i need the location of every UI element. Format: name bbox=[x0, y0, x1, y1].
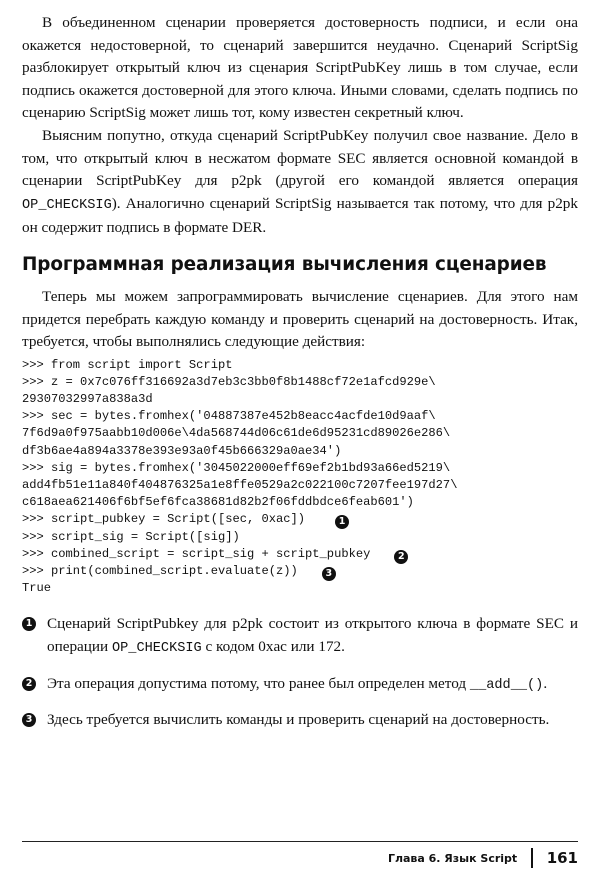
code-line-with-marker bbox=[22, 563, 578, 580]
callout-note bbox=[22, 673, 578, 698]
paragraph-signature-check: В объединенном сценарии проверяется достоверность подписи, и если она окажется недостоверной, то сценарий завершится неудачно. Сценарий ScriptSig разблокирует открытый ключ из сценария ScriptPubKey лишь в том случае, если подпись окажется достоверной для этого ключа. Иными словами, сделать подпись по сценарию ScriptSig может лишь тот, кому известен секретный ключ. bbox=[22, 14, 578, 122]
code-line: 29307032997a838a3d bbox=[22, 392, 153, 407]
note-text-part: Эта операция допустима потому, что ранее был определен метод bbox=[47, 674, 470, 692]
section-heading: Программная реализация вычисления сценариев bbox=[22, 253, 547, 275]
code-text: >>> print(combined_script.evaluate(z)) bbox=[22, 563, 298, 578]
footer-separator bbox=[531, 848, 533, 868]
page-number: 161 bbox=[546, 849, 578, 867]
footer-divider bbox=[22, 841, 578, 842]
note-text-part: Сценарий ScriptPubkey для p2pk состоит из открытого ключа в формате SEC и операции bbox=[47, 615, 578, 655]
callout-note bbox=[22, 613, 578, 660]
note-marker-3: 3 bbox=[22, 713, 36, 727]
note-text bbox=[47, 613, 578, 660]
note-text bbox=[47, 673, 578, 698]
code-line: >>> sec = bytes.fromhex('04887387e452b8eacc4acfde10d9aaf\ bbox=[22, 409, 436, 424]
inline-code: OP_CHECKSIG bbox=[22, 197, 112, 213]
code-text: >>> script_pubkey = Script([sec, 0xac]) bbox=[22, 512, 306, 527]
inline-code: __add__() bbox=[469, 677, 544, 693]
code-text: >>> combined_script = script_sig + script_pubkey bbox=[22, 546, 371, 561]
paragraph-intro: Теперь мы можем запрограммировать вычисление сценариев. Для этого нам придется перебрать каждую команду и проверить сценарий на достоверность. Итак, требуется, чтобы выполнялись следующие действия: bbox=[22, 287, 578, 351]
inline-code: OP_CHECKSIG bbox=[111, 640, 202, 656]
note-text-part: . bbox=[543, 674, 548, 692]
code-line: 7f6d9a0f975aabb10d006e\4da568744d06c61de6d95231cd89026e286\ bbox=[22, 426, 451, 441]
code-line: c618aea621406f6bf5ef6fca38681d82b2f06fddbdce6feab601') bbox=[22, 495, 414, 510]
callout-marker-3: 3 bbox=[322, 567, 336, 581]
chapter-title: Глава 6. Язык Script bbox=[387, 851, 518, 865]
code-line: add4fb51e11a840f404876325a1e8ffe0529a2c022100c7207fee197d27\ bbox=[22, 478, 458, 493]
paragraph-scriptpubkey-name bbox=[22, 125, 578, 240]
paragraph-text: ). Аналогично сценарий ScriptSig называется так потому, что для p2pk он содержит подпись в формате DER. bbox=[22, 194, 578, 237]
code-line: >>> from script import Script bbox=[22, 357, 233, 372]
code-line: >>> script_sig = Script([sig]) bbox=[22, 529, 240, 544]
code-line: >>> sig = bytes.fromhex('3045022000eff69ef2b1bd93a66ed5219\ bbox=[22, 460, 451, 475]
callout-notes bbox=[22, 613, 578, 733]
callout-marker-1: 1 bbox=[335, 515, 349, 529]
code-line: >>> z = 0x7c076ff316692a3d7eb3c3bb0f8b1488cf72e1afcd929e\ bbox=[22, 374, 436, 389]
callout-note bbox=[22, 709, 578, 734]
page-content bbox=[22, 12, 578, 746]
code-output: True bbox=[22, 581, 52, 596]
page-footer bbox=[388, 848, 578, 868]
note-marker-1: 1 bbox=[22, 617, 36, 631]
paragraph-text: Выясним попутно, откуда сценарий ScriptPubKey получил свое название. Дело в том, что открытый ключ в несжатом формате SEC является основной командой в сценарии ScriptPubKey для p2pk (другой его командой является операция bbox=[22, 126, 578, 190]
code-line-with-marker bbox=[22, 546, 578, 563]
code-listing bbox=[22, 357, 578, 598]
note-text bbox=[47, 709, 578, 734]
callout-marker-2: 2 bbox=[394, 550, 408, 564]
code-line-with-marker bbox=[22, 511, 578, 528]
note-text-part: с кодом 0xac или 172. bbox=[201, 637, 345, 655]
note-text-part: Здесь требуется вычислить команды и проверить сценарий на достоверность. bbox=[47, 711, 550, 729]
code-line: df3b6ae4a894a3378e393e93a0f45b666329a0ae34') bbox=[22, 443, 342, 458]
note-marker-2: 2 bbox=[22, 677, 36, 691]
